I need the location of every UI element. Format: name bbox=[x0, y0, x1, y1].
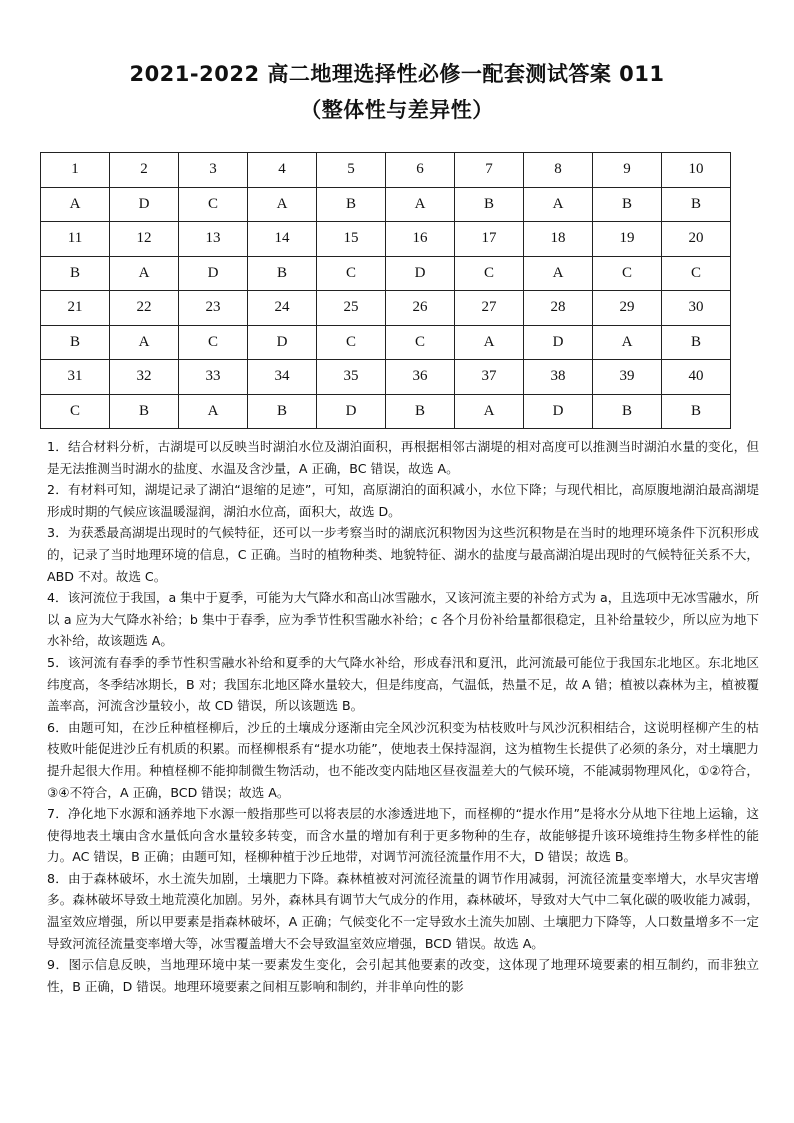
explanations bbox=[47, 436, 759, 997]
question-number-cell: 12 bbox=[110, 222, 179, 257]
answer-cell: D bbox=[248, 325, 317, 360]
answer-cell: C bbox=[593, 256, 662, 291]
answer-cell: C bbox=[662, 256, 731, 291]
answer-cell: A bbox=[524, 256, 593, 291]
answer-cell: D bbox=[179, 256, 248, 291]
question-number-cell: 24 bbox=[248, 291, 317, 326]
question-number-row bbox=[41, 360, 731, 395]
question-number-cell: 8 bbox=[524, 153, 593, 188]
question-number-cell: 20 bbox=[662, 222, 731, 257]
answer-cell: D bbox=[110, 187, 179, 222]
answer-cell: D bbox=[524, 325, 593, 360]
question-number-cell: 16 bbox=[386, 222, 455, 257]
answer-cell: A bbox=[593, 325, 662, 360]
question-number-cell: 37 bbox=[455, 360, 524, 395]
question-number-cell: 10 bbox=[662, 153, 731, 188]
question-number-cell: 5 bbox=[317, 153, 386, 188]
answer-cell: A bbox=[110, 256, 179, 291]
question-number-cell: 1 bbox=[41, 153, 110, 188]
answer-cell: B bbox=[317, 187, 386, 222]
answer-cell: A bbox=[41, 187, 110, 222]
question-number-cell: 27 bbox=[455, 291, 524, 326]
answer-cell: A bbox=[110, 325, 179, 360]
question-number-cell: 19 bbox=[593, 222, 662, 257]
answer-cell: B bbox=[455, 187, 524, 222]
answer-cell: D bbox=[524, 394, 593, 429]
question-number-cell: 15 bbox=[317, 222, 386, 257]
answer-cell: A bbox=[386, 187, 455, 222]
answer-row bbox=[41, 394, 731, 429]
answer-cell: B bbox=[662, 394, 731, 429]
answer-cell: B bbox=[41, 325, 110, 360]
answer-cell: A bbox=[455, 394, 524, 429]
question-number-cell: 28 bbox=[524, 291, 593, 326]
question-number-cell: 6 bbox=[386, 153, 455, 188]
question-number-cell: 9 bbox=[593, 153, 662, 188]
answer-cell: C bbox=[455, 256, 524, 291]
explanation-paragraph: 6．由题可知，在沙丘种植柽柳后，沙丘的土壤成分逐渐由完全风沙沉积变为枯枝败叶与风沙沉积相结合，这说明柽柳产生的枯枝败叶能促进沙丘有机质的积累。而柽柳根系有“提水功能”，使地表土保持湿润，这为植物生长提供了必须的条分，对土壤肥力提升起很大作用。种植柽柳不能抑制微生物活动，也不能改变内陆地区昼夜温差大的气候环境，不能减弱物理风化，①②符合，③④不符合，A 正确，BCD 错误；故选 A。 bbox=[47, 719, 759, 800]
question-number-cell: 3 bbox=[179, 153, 248, 188]
question-number-cell: 2 bbox=[110, 153, 179, 188]
question-number-cell: 32 bbox=[110, 360, 179, 395]
explanation-paragraph: 8．由于森林破坏，水土流失加剧，土壤肥力下降。森林植被对河流径流量的调节作用减弱，河流径流量变率增大，水旱灾害增多。森林破坏导致土地荒漠化加剧。另外，森林具有调节大气成分的作用，森林破坏，导致对大气中二氧化碳的吸收能力减弱，温室效应增强，所以甲要素是指森林破坏，A 正确；气候变化不一定导致水土流失加剧、土壤肥力下降等，人口数量增多不一定导致河流径流量变率增大等，冰雪覆盖增大不会导致温室效应增强，BCD 错误。故选 A。 bbox=[47, 870, 759, 951]
answer-row bbox=[41, 187, 731, 222]
question-number-cell: 34 bbox=[248, 360, 317, 395]
answer-cell: B bbox=[248, 394, 317, 429]
answer-cell: C bbox=[317, 325, 386, 360]
explanation-paragraph: 2．有材料可知，湖堤记录了湖泊“退缩的足迹”，可知，高原湖泊的面积减小，水位下降；与现代相比，高原腹地湖泊最高湖堤形成时期的气候应该温暖湿润，湖泊水位高，面积大，故选 D。 bbox=[47, 482, 759, 519]
answer-cell: B bbox=[41, 256, 110, 291]
answer-cell: B bbox=[662, 187, 731, 222]
question-number-cell: 21 bbox=[41, 291, 110, 326]
answer-cell: B bbox=[662, 325, 731, 360]
answer-cell: A bbox=[248, 187, 317, 222]
question-number-cell: 30 bbox=[662, 291, 731, 326]
explanation-paragraph: 3．为获悉最高湖堤出现时的气候特征，还可以一步考察当时的湖底沉积物因为这些沉积物是在当时的地理环境条件下沉积形成的，记录了当时地理环境的信息，C 正确。当时的植物种类、地貌特征、湖水的盐度与最高湖泊堤出现时的气候特征关系不大，ABD 不对。故选 C。 bbox=[47, 525, 759, 584]
answer-cell: D bbox=[386, 256, 455, 291]
page-title: 2021-2022 高二地理选择性必修一配套测试答案 011 bbox=[129, 62, 665, 86]
answer-cell: C bbox=[179, 187, 248, 222]
explanation-paragraph: 9．图示信息反映，当地理环境中某一要素发生变化，会引起其他要素的改变，这体现了地理环境要素的相互制约，而非独立性，B 正确，D 错误。地理环境要素之间相互影响和制约，并非单向性的影 bbox=[47, 957, 759, 994]
answer-row bbox=[41, 256, 731, 291]
question-number-cell: 4 bbox=[248, 153, 317, 188]
answer-cell: C bbox=[386, 325, 455, 360]
question-number-cell: 29 bbox=[593, 291, 662, 326]
explanation-paragraph: 5．该河流有春季的季节性积雪融水补给和夏季的大气降水补给，形成春汛和夏汛，此河流最可能位于我国东北地区。东北地区纬度高，冬季结冰期长，B 对；我国东北地区降水量较大，但是纬度高，气温低，热量不足，故 A 错；植被以森林为主，植被覆盖率高，河流含沙量较小，故 CD 错误，所以该题选 B。 bbox=[47, 654, 759, 714]
answer-cell: A bbox=[455, 325, 524, 360]
question-number-row bbox=[41, 153, 731, 188]
page-subtitle: （整体性与差异性） bbox=[300, 98, 494, 122]
question-number-cell: 11 bbox=[41, 222, 110, 257]
answer-cell: B bbox=[248, 256, 317, 291]
question-number-cell: 33 bbox=[179, 360, 248, 395]
question-number-cell: 14 bbox=[248, 222, 317, 257]
question-number-cell: 40 bbox=[662, 360, 731, 395]
answer-cell: D bbox=[317, 394, 386, 429]
answer-cell: A bbox=[179, 394, 248, 429]
question-number-row bbox=[41, 222, 731, 257]
answer-cell: C bbox=[41, 394, 110, 429]
answer-cell: B bbox=[593, 187, 662, 222]
question-number-cell: 38 bbox=[524, 360, 593, 395]
question-number-cell: 7 bbox=[455, 153, 524, 188]
question-number-cell: 25 bbox=[317, 291, 386, 326]
answer-cell: A bbox=[524, 187, 593, 222]
question-number-cell: 23 bbox=[179, 291, 248, 326]
question-number-cell: 31 bbox=[41, 360, 110, 395]
answer-row bbox=[41, 325, 731, 360]
answer-table bbox=[40, 152, 731, 429]
answer-cell: B bbox=[593, 394, 662, 429]
question-number-cell: 36 bbox=[386, 360, 455, 395]
question-number-cell: 18 bbox=[524, 222, 593, 257]
explanation-paragraph: 1．结合材料分析，古湖堤可以反映当时湖泊水位及湖泊面积，再根据相邻古湖堤的相对高度可以推测当时湖泊水量的变化，但是无法推测当时湖水的盐度、水温及含沙量，A 正确，BC 错误，故选 A。 bbox=[47, 439, 759, 476]
question-number-cell: 39 bbox=[593, 360, 662, 395]
question-number-cell: 26 bbox=[386, 291, 455, 326]
answer-cell: C bbox=[317, 256, 386, 291]
explanation-paragraph: 7．净化地下水源和涵养地下水源一般指那些可以将表层的水渗透进地下，而柽柳的“提水作用”是将水分从地下往地上运输，这使得地表土壤由含水量低向含水量较多转变，而含水量的增加有利于更多物种的生存，故能够提升该环境维持生物多样性的能力。AC 错误，B 正确；由题可知，柽柳种植于沙丘地带，对调节河流径流量作用不大，D 错误；故选 B。 bbox=[47, 806, 759, 865]
question-number-row bbox=[41, 291, 731, 326]
question-number-cell: 17 bbox=[455, 222, 524, 257]
question-number-cell: 13 bbox=[179, 222, 248, 257]
answer-cell: C bbox=[179, 325, 248, 360]
explanation-paragraph: 4．该河流位于我国，a 集中于夏季，可能为大气降水和高山冰雪融水，又该河流主要的补给方式为 a，且选项中无冰雪融水，所以 a 应为大气降水补给；b 集中于春季，应为季节性积雪融水补给；c 各个月份补给量都很稳定，且补给量较少，所以应为地下水补给，故该题选 A。 bbox=[47, 590, 759, 649]
question-number-cell: 22 bbox=[110, 291, 179, 326]
question-number-cell: 35 bbox=[317, 360, 386, 395]
answer-cell: B bbox=[386, 394, 455, 429]
answer-cell: B bbox=[110, 394, 179, 429]
